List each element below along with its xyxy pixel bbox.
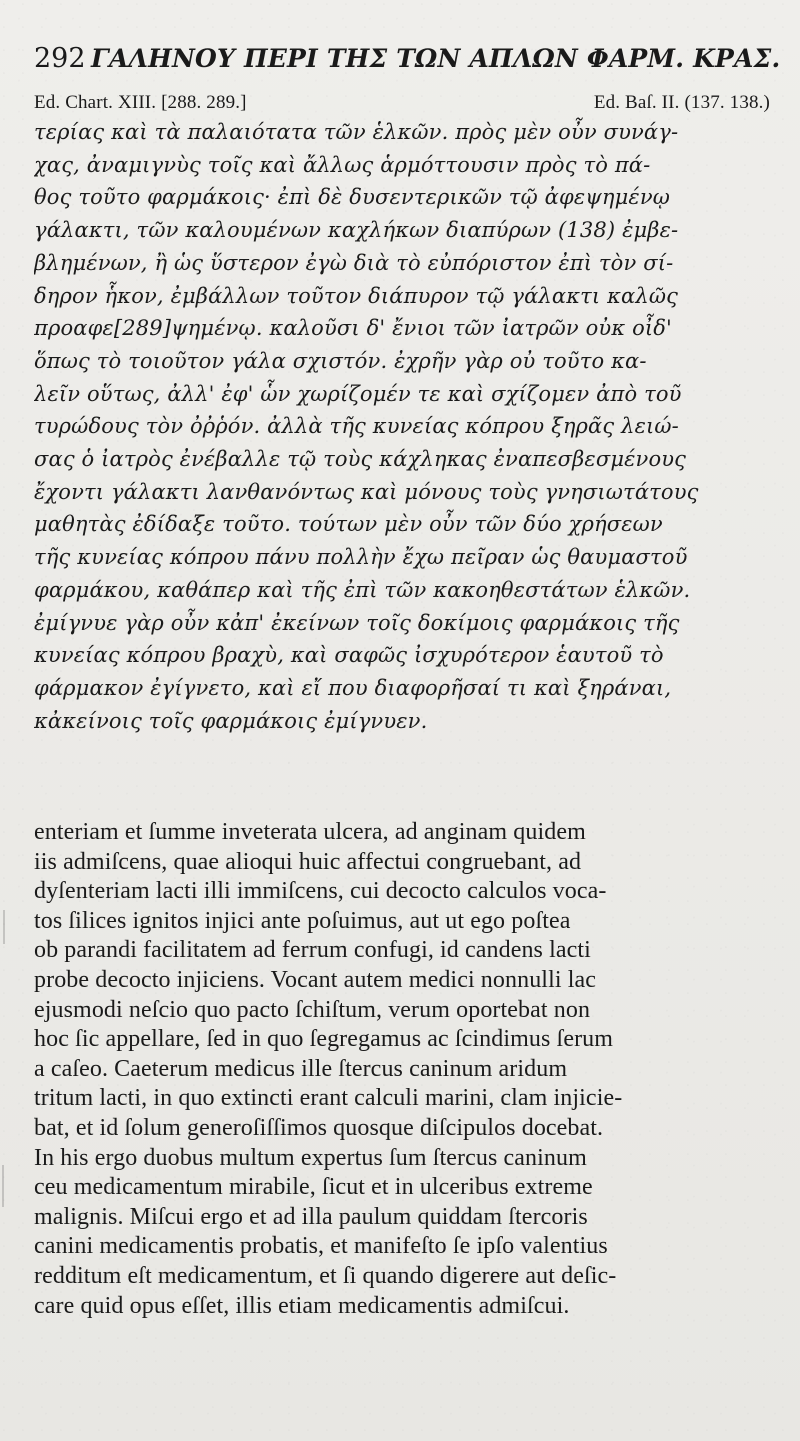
running-title: ΓΑΛΗΝΟΥ ΠΕΡΙ ΤΗΣ ΤΩΝ ΑΠΛΩΝ ΦΑΡΜ. ΚΡΑΣ. — [91, 44, 781, 73]
greek-line: θος τοῦτο φαρμάκοις· ἐπὶ δὲ δυσεντερικῶν τῷ ἀφεψημένῳ — [34, 185, 671, 210]
latin-line: ob parandi facilitatem ad ferrum confugi, id candens lacti — [34, 937, 591, 964]
latin-line: canini medicamentis probatis, et manifeſto ſe ipſo valentius — [34, 1233, 608, 1260]
greek-line: τῆς κυνείας κόπρου πάνυ πολλὴν ἔχω πεῖραν ὡς θαυμαστοῦ — [34, 545, 688, 570]
greek-line: φαρμάκου, καθάπερ καὶ τῆς ἐπὶ τῶν κακοηθεστάτων ἑλκῶν. — [34, 577, 691, 602]
greek-line: ὅπως τὸ τοιοῦτον γάλα σχιστόν. ἐχρῆν γὰρ οὐ τοῦτο κα- — [34, 348, 647, 373]
page-header — [34, 43, 781, 74]
greek-line: φάρμακον ἐγίγνετο, καὶ εἴ που διαφορῆσαί τι καὶ ξηράναι, — [34, 675, 672, 700]
latin-line: tritum lacti, in quo extincti erant calculi marini, clam injicie- — [34, 1085, 623, 1112]
greek-line: μαθητὰς ἐδίδαξε τοῦτο. τούτων μὲν οὖν τῶν δύο χρήσεων — [34, 512, 663, 537]
greek-line: ἐμίγνυε γὰρ οὖν κἀπ' ἐκείνων τοῖς δοκίμοις φαρμάκοις τῆς — [34, 610, 680, 635]
edition-left-reference: Ed. Chart. XIII. [288. 289.] — [34, 92, 247, 113]
greek-line: δηρον ἧκον, ἐμβάλλων τοῦτον διάπυρον τῷ γάλακτι καλῶς — [34, 283, 679, 308]
latin-line: malignis. Miſcui ergo et ad illa paulum quiddam ſtercoris — [34, 1203, 588, 1230]
latin-text-block — [34, 818, 768, 1321]
greek-line: κυνείας κόπρου βραχὺ, καὶ σαφῶς ἰσχυρότερον ἑαυτοῦ τὸ — [34, 643, 664, 668]
page-number: 292 — [34, 43, 86, 74]
latin-line: bat, et id ſolum generoſiſſimos quosque diſcipulos docebat. — [34, 1114, 604, 1141]
latin-line: iis admiſcens, quae alioqui huic affectui congruebant, ad — [34, 848, 582, 875]
greek-line: σας ὁ ἰατρὸς ἐνέβαλλε τῷ τοὺς κάχληκας ἐναπεσβεσμένους — [34, 447, 687, 472]
edition-reference-line — [34, 89, 770, 117]
greek-line: βλημένων, ἢ ὡς ὕστερον ἐγὼ διὰ τὸ εὐπόριστον ἐπὶ τὸν σί- — [34, 250, 674, 275]
greek-line: γάλακτι, τῶν καλουμένων καχλήκων διαπύρων (138) ἐμβε- — [34, 218, 679, 243]
latin-line: tos ſilices ignitos injici ante poſuimus, aut ut ego poſtea — [34, 907, 571, 934]
latin-line: ceu medicamentum mirabile, ſicut et in ulceribus extreme — [34, 1174, 593, 1201]
greek-line: τυρώδους τὸν ὀῤῥόν. ἀλλὰ τῆς κυνείας κόπρου ξηρᾶς λειώ- — [34, 414, 679, 439]
greek-line: χας, ἀναμιγνὺς τοῖς καὶ ἄλλως ἁρμόττουσιν πρὸς τὸ πά- — [34, 152, 651, 177]
latin-line: hoc ſic appellare, ſed in quo ſegregamus ac ſcindimus ſerum — [34, 1026, 614, 1053]
latin-line: dyſenteriam lacti illi immiſcens, cui decocto calculos voca- — [34, 878, 607, 905]
latin-line: probe decocto injiciens. Vocant autem medici nonnulli lac — [34, 966, 596, 993]
greek-line: ἔχοντι γάλακτι λανθανόντως καὶ μόνους τοὺς γνησιωτάτους — [34, 479, 699, 504]
latin-line: In his ergo duobus multum expertus ſum ſtercus caninum — [34, 1144, 587, 1171]
latin-line: enteriam et ſumme inveterata ulcera, ad anginam quidem — [34, 819, 586, 845]
page-edge-mark — [3, 910, 5, 944]
greek-line: κἀκείνοις τοῖς φαρμάκοις ἐμίγνυεν. — [34, 708, 428, 733]
page-edge-mark — [2, 1165, 4, 1207]
greek-text-block — [34, 116, 768, 737]
greek-line: λεῖν οὕτως, ἀλλ' ἐφ' ὧν χωρίζομέν τε καὶ σχίζομεν ἀπὸ τοῦ — [34, 381, 682, 406]
edition-right-reference: Ed. Baſ. II. (137. 138.) — [593, 92, 770, 113]
latin-line: ejusmodi neſcio quo pacto ſchiſtum, verum oportebat non — [34, 996, 591, 1023]
latin-line: care quid opus eſſet, illis etiam medicamentis admiſcui. — [34, 1292, 570, 1319]
latin-line: a caſeo. Caeterum medicus ille ſtercus caninum aridum — [34, 1055, 568, 1082]
greek-line: τερίας καὶ τὰ παλαιότατα τῶν ἑλκῶν. πρὸς μὲν οὖν συνάγ- — [34, 120, 679, 144]
greek-line: προαφε[289]ψημένῳ. καλοῦσι δ' ἔνιοι τῶν ἰατρῶν οὐκ οἶδ' — [34, 316, 672, 341]
latin-line: redditum eſt medicamentum, et ſi quando digerere aut deſic- — [34, 1262, 617, 1289]
